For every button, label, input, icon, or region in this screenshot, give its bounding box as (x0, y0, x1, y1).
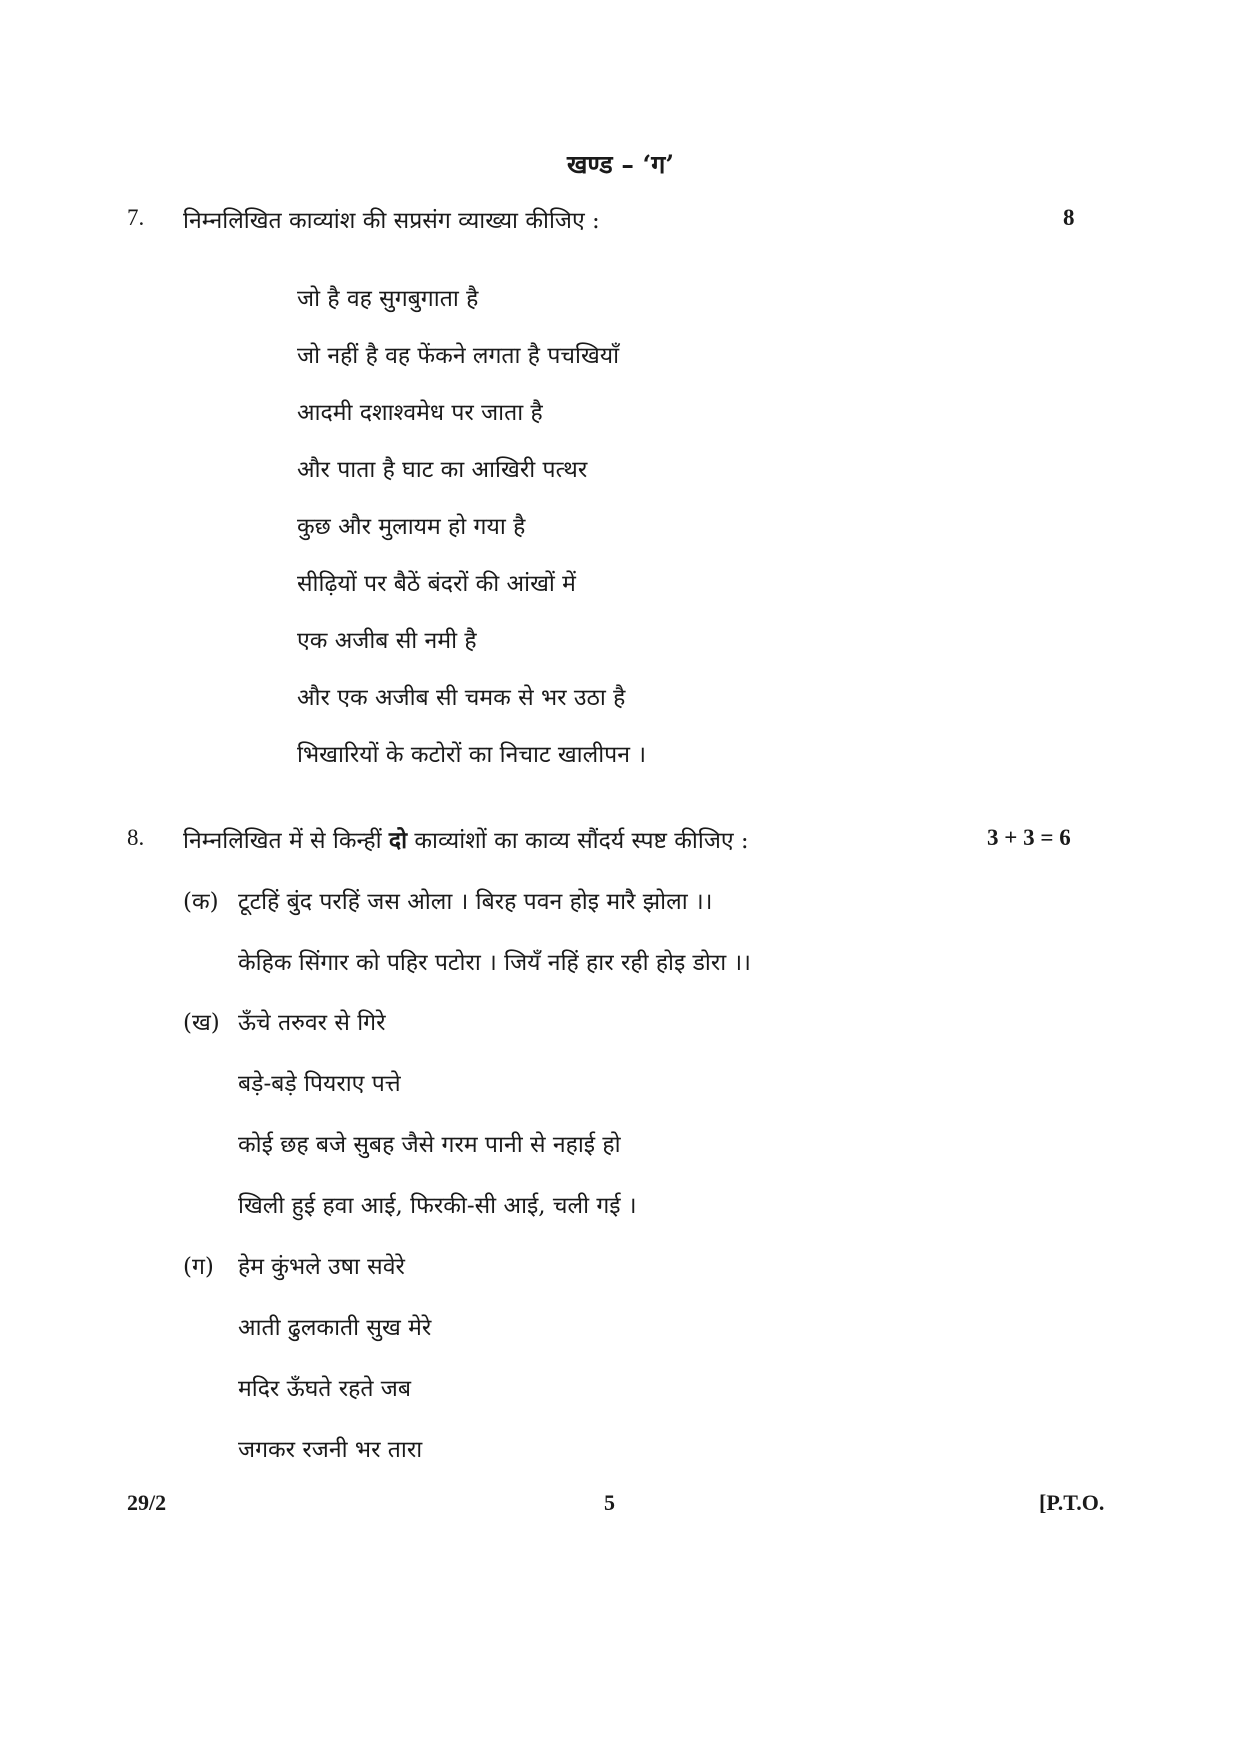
paper-code: 29/2 (127, 1490, 167, 1515)
section-title: खण्ड – ‘ग’ (566, 150, 675, 179)
question-8-prompt (183, 823, 749, 855)
verse-line: हेम कुंभले उषा सवेरे (238, 1254, 405, 1280)
question-8-marks: 3 + 3 = 6 (987, 825, 1071, 850)
prompt-emphasis: दो (388, 827, 408, 854)
question-7-prompt: निम्नलिखित काव्यांश की सप्रसंग व्याख्या कीजिए : (183, 208, 600, 234)
poem-line: कुछ और मुलायम हो गया है (297, 514, 526, 540)
prompt-text: काव्यांशों का काव्य सौंदर्य स्पष्ट कीजिए : (407, 828, 749, 854)
part-kha-label: (ख) (183, 1010, 220, 1036)
verse-line: कोई छह बजे सुबह जैसे गरम पानी से नहाई हो (238, 1132, 621, 1158)
verse-line: आती ढुलकाती सुख मेरे (238, 1315, 432, 1341)
poem-line: जो नहीं है वह फेंकने लगता है पचखियाँ (297, 343, 620, 369)
poem-line: सीढ़ियों पर बैठें बंदरों की आंखों में (297, 571, 576, 597)
part-ga-label: (ग) (183, 1254, 214, 1280)
page-number: 5 (604, 1490, 615, 1515)
verse-line: ऊँचे तरुवर से गिरे (238, 1010, 386, 1036)
poem-line: भिखारियों के कटोरों का निचाट खालीपन । (297, 742, 647, 768)
question-8-number: 8. (127, 825, 145, 850)
verse-line: खिली हुई हवा आई, फिरकी-सी आई, चली गई । (238, 1193, 637, 1219)
verse-line: टूटहिं बुंद परहिं जस ओला । बिरह पवन होइ मारै झोला ।। (238, 889, 713, 915)
poem-line: आदमी दशाश्वमेध पर जाता है (297, 400, 543, 426)
question-7-marks: 8 (1063, 205, 1075, 230)
verse-line: जगकर रजनी भर तारा (238, 1437, 423, 1463)
prompt-text: निम्नलिखित में से किन्हीं (183, 828, 389, 854)
poem-line: और पाता है घाट का आखिरी पत्थर (297, 457, 588, 483)
poem-line: जो है वह सुगबुगाता है (297, 286, 479, 312)
pto-note: [P.T.O. (1039, 1490, 1105, 1515)
verse-line: मदिर ऊँघते रहते जब (238, 1376, 411, 1402)
verse-line: बड़े-बड़े पियराए पत्ते (238, 1071, 401, 1097)
poem-line: और एक अजीब सी चमक से भर उठा है (297, 685, 626, 711)
part-ka-label: (क) (183, 889, 219, 915)
poem-line: एक अजीब सी नमी है (297, 628, 477, 654)
question-7-number: 7. (127, 205, 145, 230)
verse-line: केहिक सिंगार को पहिर पटोरा । जियँ नहिं हार रही होइ डोरा ।। (238, 950, 751, 976)
